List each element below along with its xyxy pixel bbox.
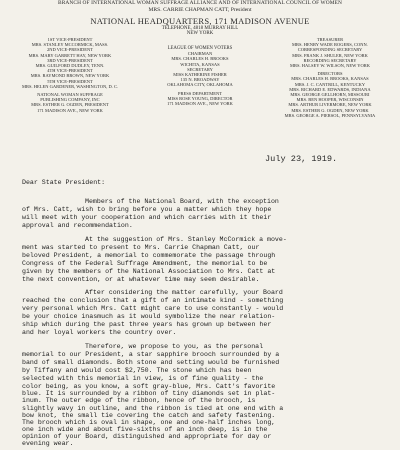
body-line: ship which during the past three years has grown up between her bbox=[22, 321, 272, 328]
letter-date: July 23, 1919. bbox=[265, 154, 338, 164]
body-line: blue. It is surrounded by a ribbon of tiny diamonds set in plat- bbox=[22, 390, 276, 398]
body-line: After considering the matter carefully, your Board bbox=[85, 289, 283, 297]
body-line: ment was started to present to Mrs. Carrie Chapman Catt, our bbox=[22, 243, 260, 251]
body-line: one inch wide and about five-sixths of an inch deep, is in the bbox=[22, 425, 268, 433]
director-name: MRS. BEN HOOPER, WISCONSIN bbox=[296, 97, 364, 103]
officer-title: RECORDING SECRETARY bbox=[303, 57, 357, 63]
press-director: MISS ROSE YOUNG, DIRECTOR bbox=[167, 95, 233, 101]
body-line: bow knot, the small tie covering the catch and safety fastening. bbox=[22, 411, 276, 419]
body-line: color being, as you know, a soft gray-blue, Mrs. Catt's favorite bbox=[22, 383, 276, 391]
city-line: NEW YORK bbox=[186, 31, 214, 36]
body-line: selected with this memorial in view, is of fine quality - the bbox=[22, 375, 264, 383]
officer-title: 3RD VICE-PRESIDENT bbox=[47, 57, 93, 63]
body-line: band of small diamonds. Both stone and setting would be furnished bbox=[22, 359, 280, 367]
officer-title: CORRESPONDING SECRETARY bbox=[297, 47, 363, 53]
body-line: evening wear. bbox=[22, 440, 74, 447]
officer-name: MRS. MARY GARRETT HAY, NEW YORK bbox=[28, 52, 112, 58]
officer-name: MRS. GUILFORD DUDLEY, TENN. bbox=[35, 63, 105, 69]
publishing-title: PUBLISHING COMPANY, INC bbox=[40, 97, 100, 103]
director-name: MRS. ARTHUR LIVERMORE, NEW YORK bbox=[288, 102, 372, 108]
officer-name: MRS. STANLEY MCCORMICK, MASS. bbox=[31, 42, 109, 48]
body-line: opinion of your Board, distinguished and appropriate for day or bbox=[22, 432, 272, 440]
officer-name: MRS. CHARLES H. BROOKS bbox=[171, 56, 229, 62]
body-line: slightly wavy in outline, and the ribbon is tied at one end with a bbox=[22, 404, 284, 412]
vice-presidents-column bbox=[22, 37, 118, 113]
officer-title: TREASURER bbox=[316, 37, 344, 42]
officer-title: CHAIRMAN bbox=[187, 51, 213, 57]
officer-location: WICHITA, KANSAS bbox=[180, 61, 220, 67]
body-line: and her loyal workers the country over. bbox=[22, 329, 177, 336]
officer-address: 135 N. BROADWAY bbox=[180, 77, 220, 83]
officer-name: MRS. FRANK J. SHULER, NEW YORK bbox=[292, 52, 368, 58]
body-line: of Mrs. Catt, wish to bring before you a matter which they hope bbox=[22, 205, 272, 213]
officer-title: 2ND VICE-PRESIDENT bbox=[46, 47, 94, 53]
salutation: Dear State President: bbox=[22, 179, 106, 186]
officer-name: MISS KATHERINE FISHER bbox=[173, 72, 227, 78]
league-column bbox=[142, 46, 258, 106]
publishing-president: MRS. ESTHER G. OGDEN, PRESIDENT bbox=[31, 102, 109, 108]
directors-title: DIRECTORS bbox=[317, 71, 343, 77]
body-line: At the suggestion of Mrs. Stanley McCormick a move- bbox=[85, 235, 287, 243]
body-line: be your choice inasmuch as it would symbolize the near relation- bbox=[22, 313, 276, 321]
telephone-line: TELEPHONE, 4818 MURRAY HILL bbox=[161, 26, 239, 31]
officer-name: MRS. HALSEY W. WILSON, NEW YORK bbox=[289, 63, 370, 69]
affiliation-line: BRANCH OF INTERNATIONAL WOMAN SUFFRAGE ALLIANCE AND OF INTERNATIONAL COUNCIL OF WOMEN bbox=[58, 0, 342, 6]
body-line: by Tiffany and would cost $2,750. The stone which has been bbox=[22, 367, 252, 375]
officer-title: SECRETARY bbox=[187, 66, 213, 72]
officer-title: 5TH VICE-PRESIDENT bbox=[47, 78, 93, 84]
body-line: approval and recommendation. bbox=[22, 221, 133, 229]
body-line: beloved President, a memorial to commemorate the passage through bbox=[22, 251, 276, 259]
officers-column bbox=[274, 37, 386, 118]
director-name: MRS. GEORGE GELLHORN, MISSOURI bbox=[290, 92, 370, 98]
body-line: memorial to our President, a star sapphire brooch surrounded by a bbox=[22, 351, 280, 359]
press-title: PRESS DEPARTMENT bbox=[178, 90, 222, 96]
body-line: Members of the National Board, with the exception bbox=[85, 197, 279, 205]
officer-location: OKLAHOMA CITY, OKLAHOMA bbox=[167, 82, 233, 88]
director-name: MRS. J. C. CANTRILL, KENTUCKY bbox=[294, 81, 366, 87]
publishing-title: NATIONAL WOMAN SUFFRAGE bbox=[37, 92, 103, 98]
body-line: reached the conclusion that a gift of an intimate kind - something bbox=[22, 297, 284, 305]
director-name: MRS. CHARLES H. BROOKS, KANSAS bbox=[291, 76, 369, 82]
body-line: very personal which Mrs. Catt might care to use constantly - would bbox=[22, 305, 284, 313]
body-line: Therefore, we propose to you, as the personal bbox=[85, 343, 264, 351]
director-name: MRS. GEORGE A. PIERSOL, PENNSYLVANIA bbox=[284, 112, 376, 118]
body-line: given by the members of the National Association to Mrs. Catt at bbox=[22, 267, 276, 275]
publishing-address: 171 MADISON AVE., NEW YORK bbox=[37, 107, 103, 113]
officer-name: MRS. HELEN GARDENER, WASHINGTON, D. C. bbox=[22, 83, 119, 89]
league-title: LEAGUE OF WOMEN VOTERS bbox=[167, 46, 233, 51]
officer-name: MRS. RAYMOND BROWN, NEW YORK bbox=[30, 73, 110, 79]
press-address: 171 MADISON AVE., NEW YORK bbox=[167, 101, 233, 107]
president-line: MRS. CARRIE CHAPMAN CATT, President bbox=[148, 7, 252, 13]
body-line: The brooch which is oval in shape, one and one-half inches long, bbox=[22, 418, 276, 426]
body-line: will meet with your cooperation and which carries with it their bbox=[22, 213, 272, 221]
officer-title: 4TH VICE-PRESIDENT bbox=[47, 68, 93, 74]
officer-name: MRS. HENRY WADE ROGERS, CONN. bbox=[292, 42, 368, 48]
headquarters-line: NATIONAL HEADQUARTERS, 171 MADISON AVENUE bbox=[90, 16, 310, 26]
body-line: Congress of the Federal Suffrage Amendment, the memorial to be bbox=[22, 259, 268, 267]
director-name: MRS. ESTHER G. OGDEN, NEW YORK bbox=[291, 107, 369, 113]
officer-title: 1ST VICE-PRESIDENT bbox=[47, 37, 93, 42]
body-line: inum. The outer edge of the ribbon, hence of the brooch, is bbox=[22, 397, 256, 405]
body-line: the next convention, or at whatever time may seem desirable. bbox=[22, 275, 260, 283]
director-name: MRS. RICHARD E. EDWARDS, INDIANA bbox=[289, 86, 371, 92]
